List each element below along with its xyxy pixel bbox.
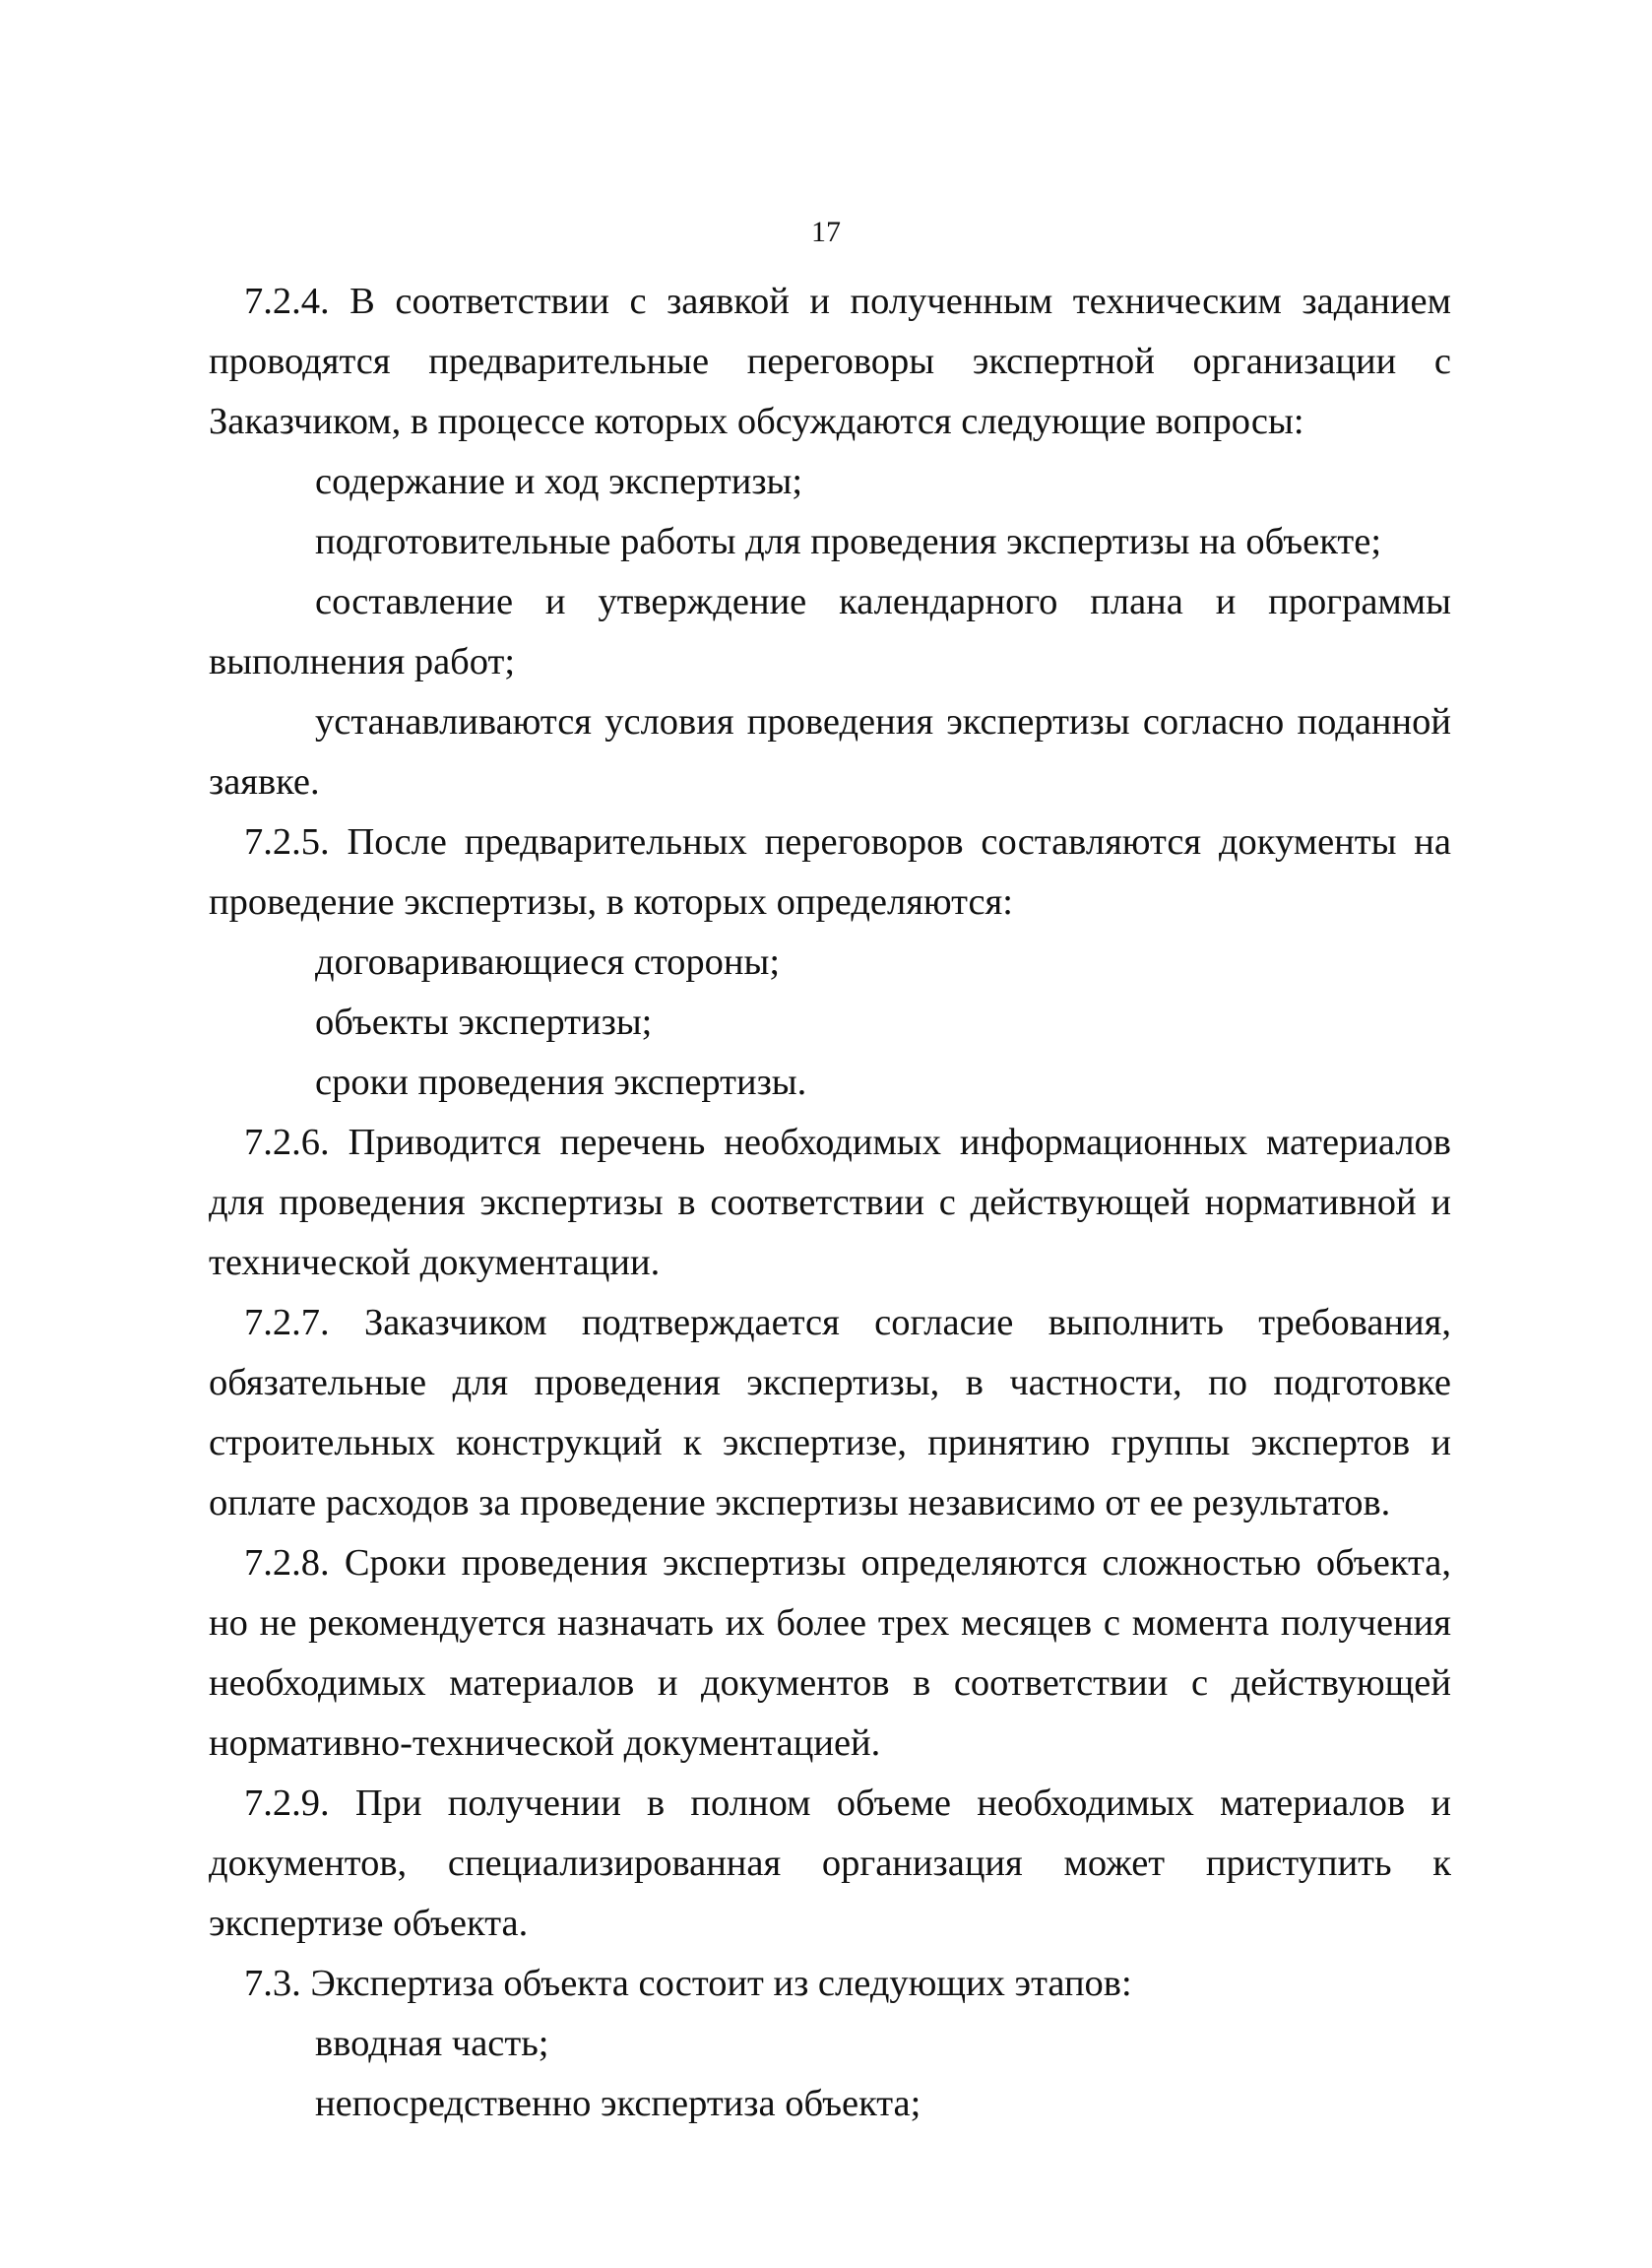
list-item: договаривающиеся стороны;: [315, 941, 781, 983]
list-item: сроки проведения экспертизы.: [315, 1062, 807, 1103]
paragraph-7-2-4: 7.2.4. В соответствии с заявкой и полученным техническим заданием проводятся предварительные переговоры экспертной организации с Заказчиком, в процессе которых обсуждаются следующие вопросы:: [209, 281, 1451, 442]
paragraph-7-3: 7.3. Экспертиза объекта состоит из следующих этапов:: [244, 1963, 1132, 2004]
document-body: [209, 272, 1451, 2134]
paragraph-7-2-5: 7.2.5. После предварительных переговоров составляются документы на проведение экспертизы, в которых определяются:: [209, 821, 1451, 923]
paragraph-7-2-6: 7.2.6. Приводится перечень необходимых информационных материалов для проведения экспертизы в соответствии с действующей нормативной и технической документации.: [209, 1122, 1451, 1283]
list-item: устанавливаются условия проведения экспертизы согласно поданной заявке.: [209, 701, 1451, 803]
list-item: объекты экспертизы;: [315, 1002, 653, 1043]
list-item: содержание и ход экспертизы;: [315, 461, 803, 502]
page-number: 17: [811, 216, 841, 248]
list-item: составление и утверждение календарного плана и программы выполнения работ;: [209, 581, 1451, 682]
paragraph-7-2-8: 7.2.8. Сроки проведения экспертизы определяются сложностью объекта, но не рекомендуется назначать их более трех месяцев с момента получения необходимых материалов и документов в соответствии с действующей нормативно-технической документацией.: [209, 1542, 1451, 1764]
list-item: подготовительные работы для проведения экспертизы на объекте;: [315, 521, 1382, 562]
paragraph-7-2-9: 7.2.9. При получении в полном объеме необходимых материалов и документов, специализированная организация может приступить к экспертизе объекта.: [209, 1782, 1451, 1944]
list-item: непосредственно экспертиза объекта;: [315, 2083, 921, 2124]
list-item: вводная часть;: [315, 2023, 549, 2064]
paragraph-7-2-7: 7.2.7. Заказчиком подтверждается согласие выполнить требования, обязательные для проведения экспертизы, в частности, по подготовке строительных конструкций к экспертизе, принятию группы экспертов и оплате расходов за проведение экспертизы независимо от ее результатов.: [209, 1302, 1451, 1523]
